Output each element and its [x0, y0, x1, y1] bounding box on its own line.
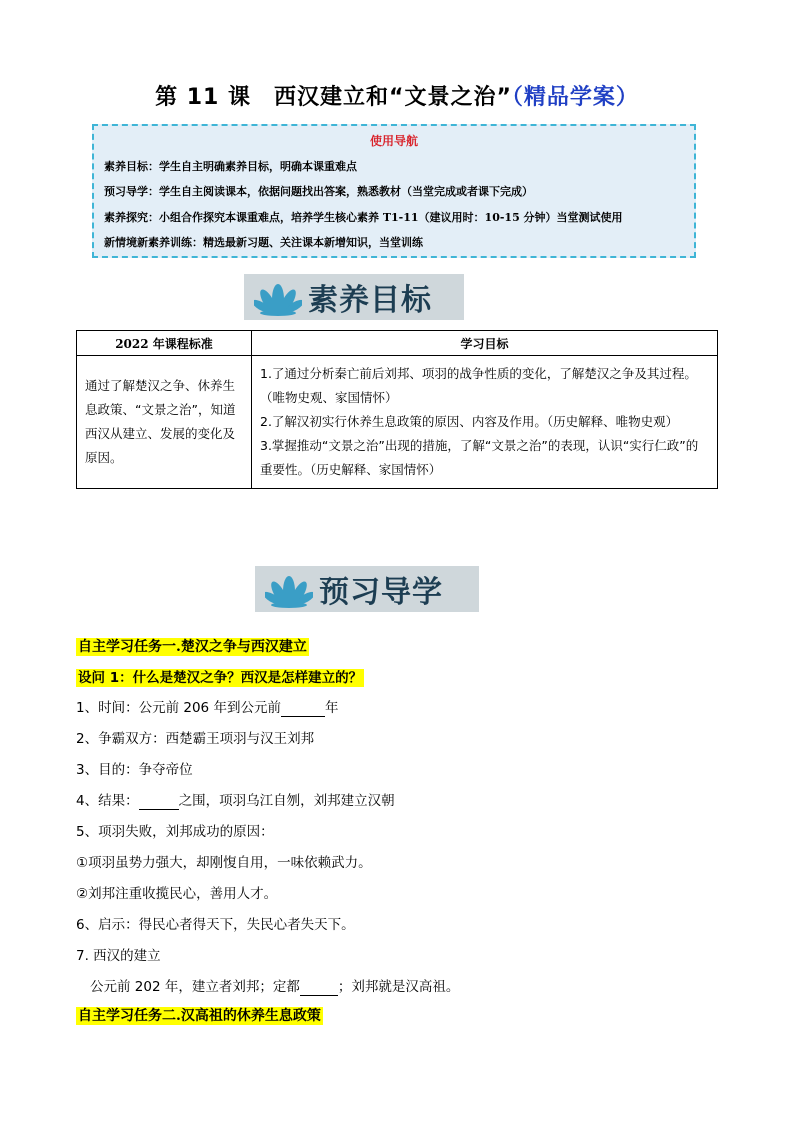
learning-objectives — [252, 356, 718, 489]
question-heading: 设问 1：什么是楚汉之争？西汉是怎样建立的？ — [78, 670, 363, 686]
objective-item: 3.掌握推动“文景之治”出现的措施，了解“文景之治”的表现，认识“实行仁政”的重要性。（历史解释、家国情怀） — [260, 438, 699, 477]
fill-blank[interactable] — [300, 979, 338, 996]
list-item: 公元前 202 年，建立者刘邦；定都 ；刘邦就是汉高祖。 — [90, 979, 460, 995]
table-row — [77, 356, 718, 489]
fill-blank[interactable] — [281, 700, 325, 717]
list-item: 6、启示：得民心者得天下，失民心者失天下。 — [76, 917, 355, 933]
fill-blank[interactable] — [139, 793, 179, 810]
list-item: 1、时间：公元前 206 年到公元前 年 — [76, 700, 339, 716]
nav-line: 预习导学：学生自主阅读课本，依据问题找出答案，熟悉教材（当堂完成或者课下完成） — [104, 185, 533, 198]
preview-banner — [255, 566, 479, 612]
title-main: 第 11 课 西汉建立和“文景之治” — [155, 85, 512, 110]
nav-line: 素养目标：学生自主明确素养目标，明确本课重难点 — [104, 160, 357, 173]
title-suffix: （精品学案） — [511, 85, 639, 110]
table-header: 2022 年课程标准 — [77, 331, 252, 356]
objective-item: 1.了通过分析秦亡前后刘邦、项羽的战争性质的变化，了解楚汉之争及其过程。 （唯物史观、家国情怀） — [260, 366, 697, 405]
list-item: ①项羽虽势力强大，却刚愎自用，一味依赖武力。 — [76, 855, 372, 871]
objective-item: 2.了解汉初实行休养生息政策的原因、内容及作用。（历史解释、唯物史观） — [260, 414, 679, 429]
list-item: 3、目的：争夺帝位 — [76, 762, 193, 778]
nav-line: 新情境新素养训练：精选最新习题、关注课本新增知识，当堂训练 — [104, 236, 423, 249]
preview-banner-label: 预习导学 — [319, 575, 443, 610]
list-item: ②刘邦注重收揽民心，善用人才。 — [76, 886, 278, 902]
nav-line: 素养探究：小组合作探究本课重难点，培养学生核心素养 T1-11（建议用时：10-15 分钟）当堂测试使用 — [104, 211, 623, 224]
goals-banner-label: 素养目标 — [308, 283, 432, 318]
curriculum-standard: 通过了解楚汉之争、休养生息政策、“文景之治”，知道西汉从建立、发展的变化及原因。 — [77, 356, 252, 489]
table-header-row — [77, 331, 718, 356]
usage-navigation-box — [92, 124, 696, 258]
list-item: 7. 西汉的建立 — [76, 948, 161, 964]
task-heading: 自主学习任务一.楚汉之争与西汉建立 — [78, 639, 307, 655]
goals-table — [76, 330, 718, 489]
list-item: 5、项羽失败，刘邦成功的原因： — [76, 824, 274, 840]
list-item: 2、争霸双方：西楚霸王项羽与汉王刘邦 — [76, 731, 315, 747]
nav-heading: 使用导航 — [369, 134, 418, 148]
list-item: 4、结果： 之围，项羽乌江自刎，刘邦建立汉朝 — [76, 793, 395, 809]
lotus-icon — [265, 569, 313, 609]
page-title — [0, 80, 794, 111]
table-header: 学习目标 — [252, 331, 718, 356]
task-heading: 自主学习任务二.汉高祖的休养生息政策 — [78, 1008, 321, 1024]
goals-banner — [244, 274, 464, 320]
lotus-icon — [254, 277, 302, 317]
